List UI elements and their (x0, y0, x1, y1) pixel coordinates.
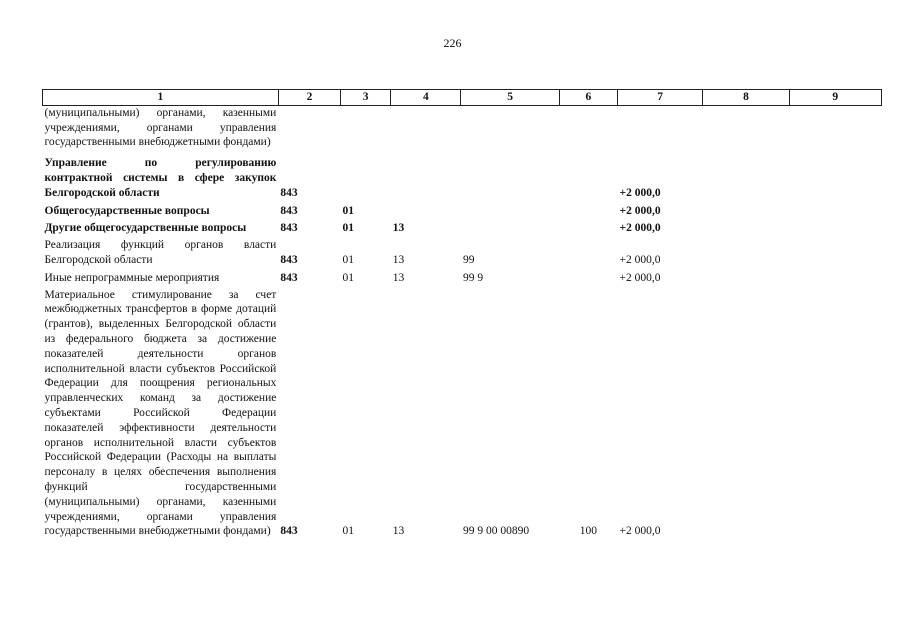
cell-expense-type (559, 236, 617, 268)
cell-subsection: 13 (392, 222, 405, 235)
column-header: 7 (618, 90, 703, 106)
cell-col9 (789, 286, 881, 540)
cell-col8 (703, 286, 789, 540)
cell-col8 (703, 236, 789, 268)
cell-target-article: 99 9 00 00890 (462, 525, 530, 538)
cell-section (341, 150, 391, 200)
table-row (43, 286, 882, 540)
cell-target-article: 99 (462, 253, 475, 266)
header-row (43, 90, 882, 106)
cell-col9 (789, 218, 881, 236)
column-header: 5 (461, 90, 559, 106)
cell-col8 (703, 268, 789, 286)
table-row (43, 105, 882, 150)
cell-ministry-code: 843 (280, 186, 298, 199)
cell-section (341, 105, 391, 150)
cell-section: 01 (342, 253, 355, 266)
cell-amount: +2 000,0 (619, 204, 661, 217)
cell-expense-type (559, 268, 617, 286)
table-row (43, 201, 882, 219)
table-row (43, 236, 882, 268)
row-description: (муниципальными) органами, казенными учреждениями, органами управления государственными внебюджетными фондами) (44, 106, 277, 149)
cell-target-article (461, 105, 559, 150)
cell-expense-type: 100 (579, 525, 598, 538)
row-description: Реализация функций органов власти Белгородской области (44, 239, 277, 266)
cell-subsection (391, 201, 461, 219)
cell-subsection: 13 (392, 253, 405, 266)
cell-amount: +2 000,0 (619, 222, 661, 235)
cell-col9 (789, 201, 881, 219)
column-header: 8 (703, 90, 789, 106)
row-description: Общегосударственные вопросы (44, 204, 210, 217)
cell-expense-type (559, 201, 617, 219)
cell-amount: +2 000,0 (619, 271, 661, 284)
cell-col8 (703, 150, 789, 200)
cell-subsection (391, 150, 461, 200)
cell-ministry-code: 843 (280, 525, 298, 538)
cell-ministry-code: 843 (280, 222, 298, 235)
cell-target-article (461, 150, 559, 200)
cell-subsection: 13 (392, 525, 405, 538)
row-description: Другие общегосударственные вопросы (44, 222, 247, 235)
page-number: 226 (443, 36, 462, 50)
cell-section: 01 (342, 222, 355, 235)
cell-ministry-code: 843 (280, 204, 298, 217)
cell-expense-type (559, 150, 617, 200)
cell-ministry-code: 843 (280, 271, 298, 284)
cell-subsection: 13 (392, 271, 405, 284)
cell-col9 (789, 105, 881, 150)
row-description: Материальное стимулирование за счет межбюджетных трансфертов в форме дотаций (грантов), выделенных Белгородской области из федерального бюджета за достижение показателей деятельности органов исполнительной власти субъектов Российской Федерации для поощрения региональных управленческих команд за достижение субъектами Российской Федерации показателей эффективности деятельности органов исполнительной власти субъектов Российской Федерации (Расходы на выплаты персоналу в целях обеспечения выполнения функций государственными (муниципальными) органами, казенными учреждениями, органами управления государственными внебюджетными фондами) (44, 288, 277, 538)
column-header: 6 (559, 90, 617, 106)
cell-amount: +2 000,0 (619, 253, 661, 266)
column-header: 1 (43, 90, 279, 106)
cell-col9 (789, 268, 881, 286)
cell-expense-type (559, 218, 617, 236)
table-row (43, 150, 882, 200)
cell-expense-type (559, 105, 617, 150)
row-description: Управление по регулированию контрактной системы в сфере закупок Белгородской области (44, 157, 277, 199)
cell-target-article: 99 9 (462, 271, 484, 284)
cell-col9 (789, 150, 881, 200)
cell-section: 01 (342, 525, 355, 538)
cell-target-article (461, 201, 559, 219)
cell-subsection (391, 105, 461, 150)
column-header: 3 (341, 90, 391, 106)
cell-target-article (461, 218, 559, 236)
table-row (43, 218, 882, 236)
cell-section: 01 (342, 204, 355, 217)
cell-ministry-code (278, 105, 340, 150)
cell-col8 (703, 105, 789, 150)
cell-section: 01 (342, 271, 355, 284)
row-description: Иные непрограммные мероприятия (44, 271, 220, 284)
column-header: 4 (391, 90, 461, 106)
table-row (43, 268, 882, 286)
column-header: 9 (789, 90, 881, 106)
cell-col8 (703, 201, 789, 219)
cell-amount: +2 000,0 (619, 186, 661, 199)
budget-table (42, 89, 882, 539)
cell-col8 (703, 218, 789, 236)
cell-amount: +2 000,0 (619, 525, 661, 538)
cell-ministry-code: 843 (280, 253, 298, 266)
cell-col9 (789, 236, 881, 268)
cell-amount (618, 105, 703, 150)
column-header: 2 (278, 90, 340, 106)
